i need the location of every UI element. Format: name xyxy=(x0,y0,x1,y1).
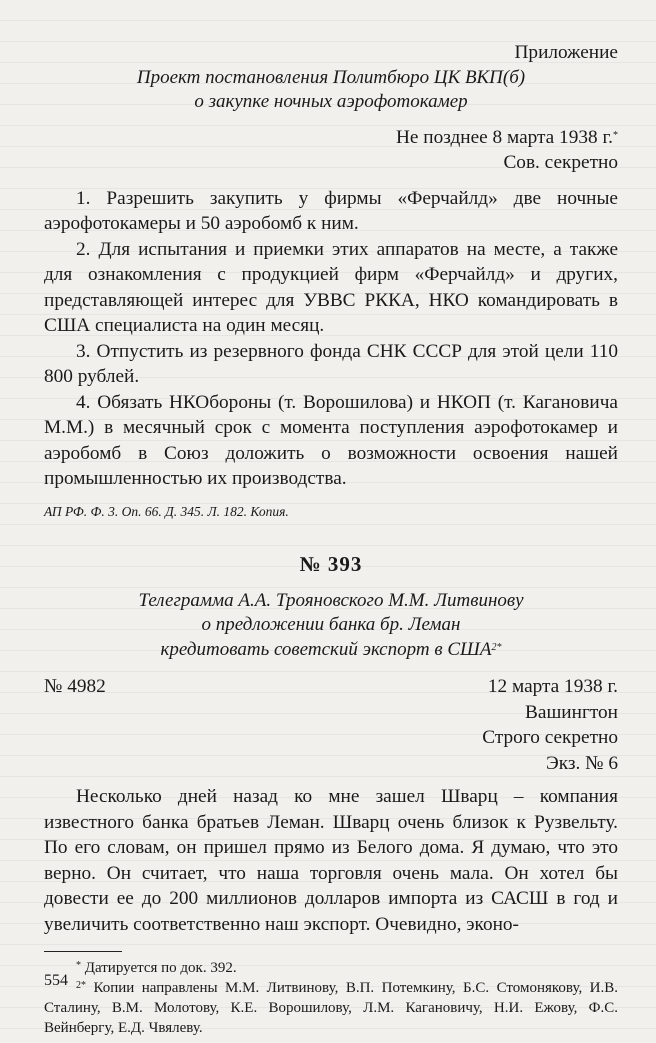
telegram-date: 12 марта 1938 г. xyxy=(487,676,618,697)
footnote-1-mark: * xyxy=(76,960,81,971)
telegram-body: Несколько дней назад ко мне зашел Шварц – компания известного банка братьев Леман. Шварц очень близок к Рузвельту. По его словам, он пришел прямо из Белого дома. Я думаю, что это верно. Он считает, что наша торговля очень мала. Он хотел бы довести ее до 200 миллионов долларов импорта из САСШ в год и увеличить соответственно наш экспорт. Очевидно, эконо- xyxy=(44,786,618,935)
footnote-divider xyxy=(44,951,122,952)
page-content xyxy=(44,40,618,1038)
page-number: 554 xyxy=(44,972,68,989)
draft-item-2: 2. Для испытания и приемки этих аппаратов на месте, а также для ознакомления с продукцией фирм «Ферчайлд» и других, представляющей интерес для УВВС РККА, НКО командировать в США специалиста на один месяц. xyxy=(44,238,618,336)
telegram-place: Вашингтон xyxy=(525,701,618,723)
footnote-2-mark: 2* xyxy=(76,980,86,991)
draft-item-1: 1. Разрешить закупить у фирмы «Ферчайлд» две ночные аэрофотокамеры и 50 аэробомб к ним. xyxy=(44,187,618,234)
footnote-2-text: Копии направлены М.М. Литвинову, В.П. Потемкину, Б.С. Стомонякову, И.В. Сталину, В.М. Молотову, К.Е. Ворошилову, Л.М. Кагановичу, Н.И. Ежову, Ф.С. Вейнбергу, Е.Д. Чвялеву. xyxy=(44,980,619,1036)
draft-archive-source: АП РФ. Ф. 3. Оп. 66. Д. 345. Л. 182. Копия. xyxy=(44,503,289,519)
draft-item-3: 3. Отпустить из резервного фонда СНК СССР для этой цели 110 800 рублей. xyxy=(44,340,618,387)
telegram-copy-number: Экз. № 6 xyxy=(546,752,618,774)
document-number: № 393 xyxy=(299,551,363,576)
telegram-title-line-1: Телеграмма А.А. Трояновского М.М. Литвинову xyxy=(138,589,524,611)
telegram-title xyxy=(44,589,618,663)
draft-items xyxy=(44,186,618,492)
telegram-title-line-3 xyxy=(44,638,618,663)
telegram-number: № 4982 xyxy=(44,676,106,697)
telegram-secrecy: Строго секретно xyxy=(482,727,618,748)
telegram-title-line-2: о предложении банка бр. Леман xyxy=(201,614,461,635)
draft-title-line-1: Проект постановления Политбюро ЦК ВКП(б) xyxy=(136,66,526,88)
draft-date-footnote-mark: * xyxy=(613,129,618,141)
footnote-1-text: Датируется по док. 392. xyxy=(84,960,237,976)
draft-item-4: 4. Обязать НКОбороны (т. Ворошилова) и НКОП (т. Кагановича М.М.) в месячный срок с момента поступления аэрофотокамер и аэробомб в Союз доложить о возможности освоения нашей промышленностью их производства. xyxy=(44,391,618,489)
draft-date-text: Не позднее 8 марта 1938 г. xyxy=(395,126,613,148)
appendix-label: Приложение xyxy=(514,42,618,63)
telegram-title-footnote-mark: 2* xyxy=(491,641,502,653)
draft-secrecy: Сов. секретно xyxy=(503,152,618,173)
footnote-2 xyxy=(44,978,618,1038)
telegram-title-line-3-text: кредитовать советский экспорт в США xyxy=(160,638,492,660)
draft-date xyxy=(44,125,618,151)
draft-title-line-2: о закупке ночных аэрофотокамер xyxy=(194,91,468,112)
telegram-number-date-row xyxy=(44,674,618,700)
footnote-1 xyxy=(44,958,618,978)
